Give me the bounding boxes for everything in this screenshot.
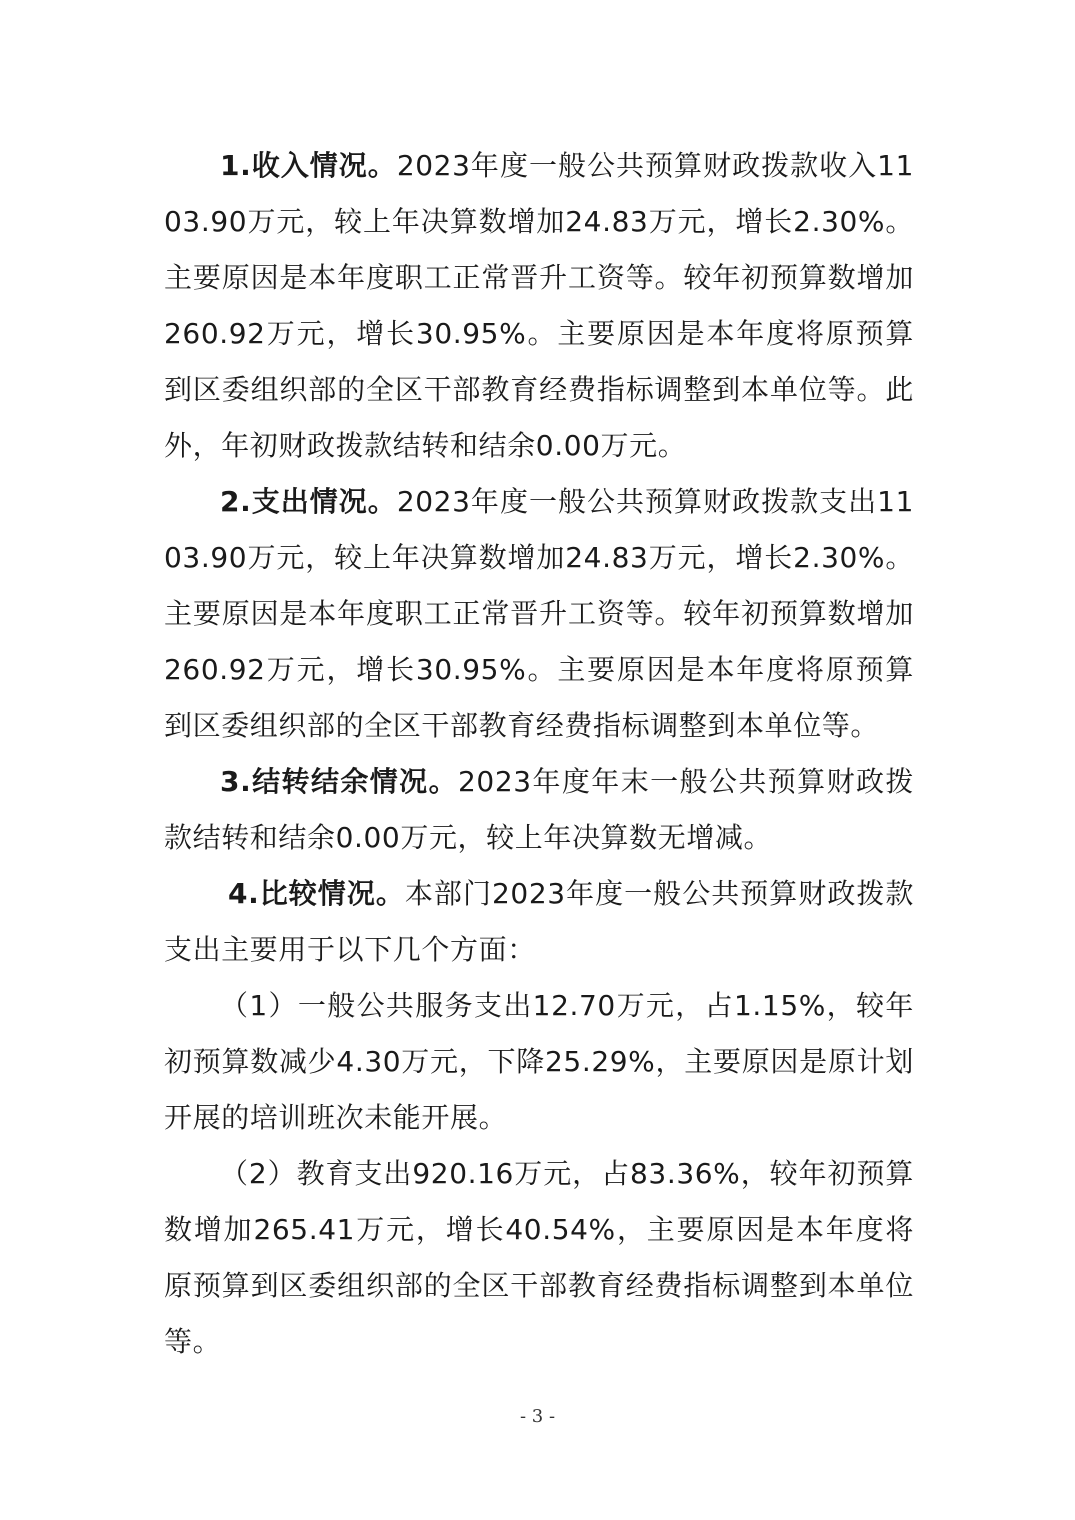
paragraph-income-text: 2023年度一般公共预算财政拨款收入1103.90万元，较上年决算数增加24.83万元，增长2.30%。主要原因是本年度职工正常晋升工资等。较年初预算数增加260.92万元，增长30.95%。主要原因是本年度将原预算到区委组织部的全区干部教育经费指标调整到本单位等。此外，年初财政拨款结转和结余0.00万元。 <box>164 149 915 462</box>
paragraph-expenditure <box>164 474 914 754</box>
page-number: - 3 - <box>519 1406 556 1427</box>
paragraph-comparison-text: 本部门2023年度一般公共预算财政拨款支出主要用于以下几个方面： <box>164 877 914 966</box>
paragraph-income <box>164 138 914 474</box>
paragraph-item-2 <box>164 1146 914 1370</box>
heading-comparison: 4.比较情况。 <box>228 877 405 910</box>
heading-expenditure: 2.支出情况。 <box>220 485 397 518</box>
paragraph-comparison <box>164 866 914 978</box>
paragraph-item-1 <box>164 978 914 1146</box>
paragraph-carryover <box>164 754 914 866</box>
paragraph-item-1-text: （1）一般公共服务支出12.70万元，占1.15%，较年初预算数减少4.30万元，下降25.29%，主要原因是原计划开展的培训班次未能开展。 <box>164 989 914 1134</box>
heading-income: 1.收入情况。 <box>220 149 397 182</box>
paragraph-item-2-text: （2）教育支出920.16万元，占83.36%，较年初预算数增加265.41万元，增长40.54%，主要原因是本年度将原预算到区委组织部的全区干部教育经费指标调整到本单位等。 <box>164 1157 914 1358</box>
paragraph-carryover-text: 2023年度年末一般公共预算财政拨款结转和结余0.00万元，较上年决算数无增减。 <box>164 765 914 854</box>
document-body <box>164 138 914 1370</box>
paragraph-expenditure-text: 2023年度一般公共预算财政拨款支出1103.90万元，较上年决算数增加24.83万元，增长2.30%。主要原因是本年度职工正常晋升工资等。较年初预算数增加260.92万元，增长30.95%。主要原因是本年度将原预算到区委组织部的全区干部教育经费指标调整到本单位等。 <box>164 485 915 742</box>
heading-carryover: 3.结转结余情况。 <box>220 765 458 798</box>
